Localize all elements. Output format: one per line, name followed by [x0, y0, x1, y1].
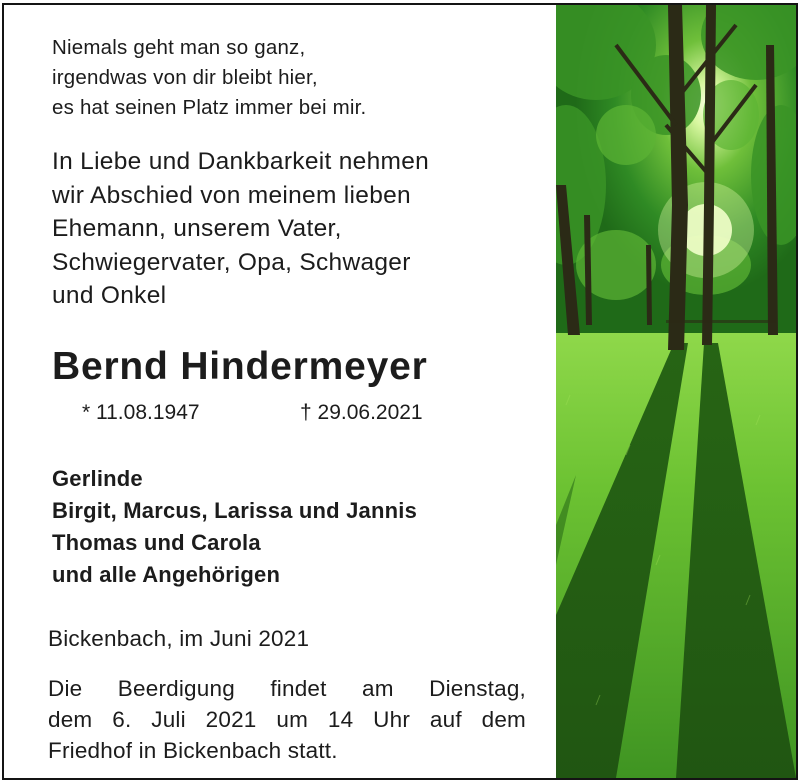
intro-line: und Onkel — [52, 282, 167, 309]
intro-text — [52, 145, 429, 313]
park-trees-image — [556, 5, 796, 778]
mourner-line: Thomas und Carola — [52, 530, 261, 555]
mourners-list — [52, 463, 417, 591]
intro-line: Ehemann, unserem Vater, — [52, 215, 342, 242]
mourner-line: und alle Angehörigen — [52, 562, 281, 587]
poem-line: irgendwas von dir bleibt hier, — [52, 66, 318, 89]
funeral-line: dem 6. Juli 2021 um 14 Uhr auf dem — [48, 707, 526, 732]
obituary-notice — [2, 3, 798, 780]
poem-line: Niemals geht man so ganz, — [52, 36, 306, 59]
intro-line: In Liebe und Dankbarkeit nehmen — [52, 148, 430, 175]
funeral-line: Friedhof in Bickenbach statt. — [48, 738, 338, 763]
funeral-info — [48, 673, 526, 766]
deceased-name: Bernd Hindermeyer — [52, 345, 428, 388]
intro-line: Schwiegervater, Opa, Schwager — [52, 248, 411, 276]
text-column — [4, 5, 556, 778]
place-and-date: Bickenbach, im Juni 2021 — [48, 626, 310, 651]
funeral-line: Die Beerdigung findet am Dienstag, — [48, 676, 526, 701]
mourner-line: Birgit, Marcus, Larissa und Jannis — [52, 498, 418, 523]
birth-date: * 11.08.1947 — [82, 401, 200, 424]
intro-line: wir Abschied von meinem lieben — [52, 181, 411, 209]
park-photo — [556, 5, 796, 778]
poem-line: es hat seinen Platz immer bei mir. — [52, 96, 367, 119]
mourner-line: Gerlinde — [52, 466, 143, 491]
poem — [52, 33, 366, 123]
death-date: † 29.06.2021 — [300, 401, 423, 424]
